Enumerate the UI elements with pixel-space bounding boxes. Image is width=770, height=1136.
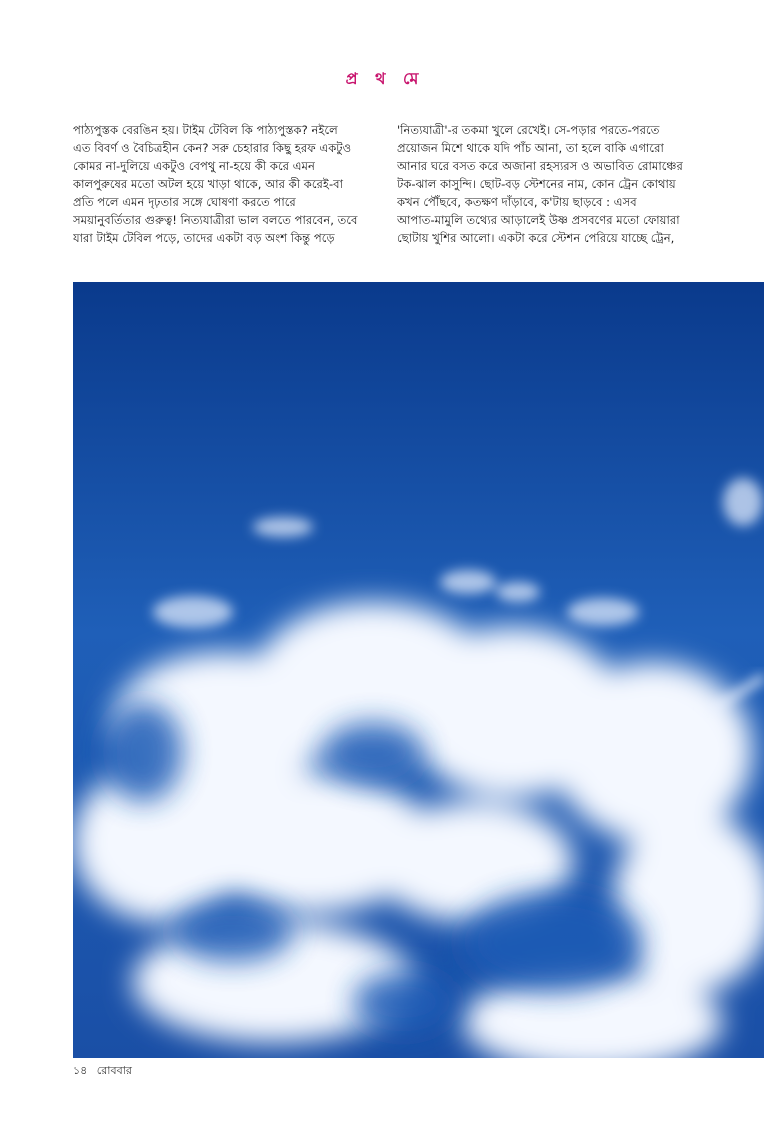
cloud-gap [103, 702, 183, 802]
cloud-gap [353, 972, 453, 1032]
text-line: কোমর না-দুলিয়ে একটুও বেপথু না-হয়ে কী করে এমন [73, 159, 315, 173]
page-number: ১৪ [73, 1064, 88, 1077]
text-line: আনার ঘরে বসত করে অজানা রহস্যরস ও অভাবিত রোমাঞ্চের [397, 159, 683, 173]
cloud-wisp [253, 517, 313, 537]
cloud-wisp [723, 478, 763, 526]
cloud-gap [323, 722, 423, 782]
text-line: সময়ানুবর্তিতার গুরুত্ব! নিত্যযাত্রীরা ভাল বলতে পারবেন, তবে [73, 213, 358, 227]
text-line: এত বিবর্ণ ও বৈচিত্রহীন কেন? সরু চেহারার কিছু হরফ একটুও [73, 141, 352, 155]
cloud-wisp [496, 582, 540, 602]
text-column-right [397, 121, 701, 247]
text-column-left [73, 121, 375, 247]
text-line: কালপুরুষের মতো অটল হয়ে খাড়া থাকে, আর কী করেই-বা [73, 177, 343, 191]
cloud-gap [463, 892, 643, 992]
text-line: প্রতি পলে এমন দৃঢ়তার সঙ্গে ঘোষণা করতে পারে [73, 195, 296, 209]
text-line: যারা টাইম টেবিল পড়ে, তাদের একটা বড় অংশ কিন্তু পড়ে [73, 231, 335, 245]
text-line: 'নিত্যযাত্রী'-র তকমা খুলে রেখেই। সে-পড়ার পরতে-পরতে [397, 123, 660, 137]
text-line: কখন পৌঁছবে, কতক্ষণ দাঁড়াবে, ক'টায় ছাড়বে : এসব [397, 195, 637, 209]
text-line: ছোটায় খুশির আলো। একটা করে স্টেশন পেরিয়ে যাচ্ছে ট্রেন, [397, 231, 675, 245]
text-line: আপাত-মামুলি তথ্যের আড়ালেই উষ্ণ প্রসবণের মতো ফোয়ারা [397, 213, 680, 227]
cloud-wisp [440, 570, 496, 594]
cloud-wisp [153, 596, 233, 628]
text-line: টক-ঝাল কাসুন্দি। ছোট-বড় স্টেশনের নাম, কোন ট্রেন কোথায় [397, 177, 676, 191]
page-footer [73, 1062, 138, 1081]
sky-cloud-photo [73, 282, 764, 1058]
text-line: পাঠ্যপুস্তক বেরঙিন হয়। টাইম টেবিল কি পাঠ্যপুস্তক? নইলে [73, 123, 338, 137]
text-line: প্রয়োজন মিশে থাকে যদি পাঁচ আনা, তা হলে বাকি এগারো [397, 141, 664, 155]
cloud-gap [173, 902, 293, 962]
magazine-name: রোববার [96, 1064, 132, 1077]
cloud-mass [553, 662, 753, 842]
cloud-wisp [567, 598, 639, 626]
section-title: প্র থ মে [345, 69, 425, 88]
